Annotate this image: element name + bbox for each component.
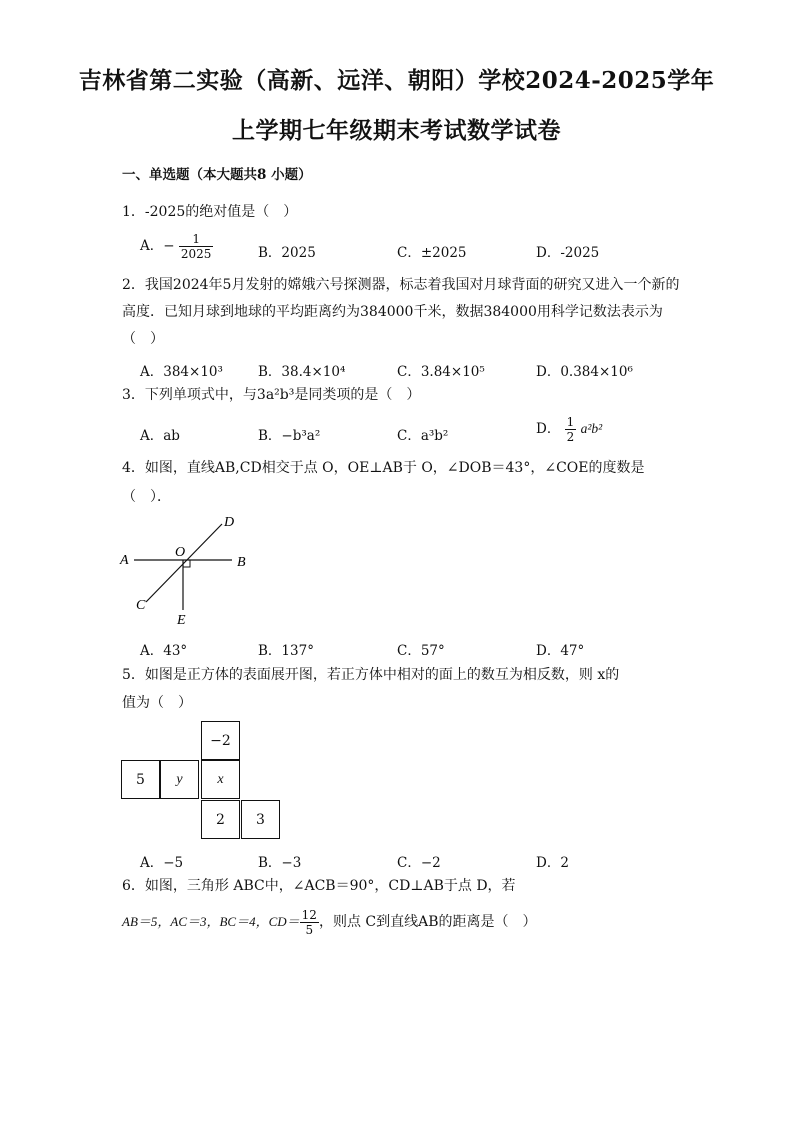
q5-option-d[interactable]: D．2 (536, 855, 569, 871)
q4-option-c[interactable]: C．57° (397, 643, 445, 659)
line-cd (146, 524, 222, 602)
label-e: E (177, 613, 186, 628)
q5-option-c[interactable]: C．−2 (397, 855, 441, 871)
q4-option-d[interactable]: D．47° (536, 643, 585, 659)
q6-given-values: AB＝5，AC＝3，BC＝4，CD＝ (122, 914, 300, 929)
q1-option-d[interactable]: D．-2025 (536, 245, 600, 261)
q2-option-d[interactable]: D．0.384×10⁶ (536, 364, 633, 380)
q6-fraction-numerator: 12 (301, 907, 317, 922)
label-o: O (175, 545, 186, 560)
q3-fraction-denominator: 2 (566, 430, 575, 444)
question-5-stem-line-1: 5．如图是正方体的表面展开图，若正方体中相对的面上的数互为相反数，则 x的 (122, 667, 620, 683)
question-6-stem-line-1: 6．如图，三角形 ABC中，∠ACB＝90°，CD⊥AB于点 D，若 (122, 878, 516, 894)
q1-option-a-label: A．− (140, 238, 175, 254)
q3-option-d-fraction (565, 415, 577, 444)
q4-option-a[interactable]: A．43° (140, 643, 188, 659)
q1-option-a[interactable] (140, 232, 213, 261)
q1-option-a-fraction (179, 232, 214, 261)
q1-option-b[interactable]: B．2025 (258, 245, 316, 261)
label-c: C (136, 598, 146, 613)
section-heading: 一、单选题（本大题共8 小题） (122, 167, 312, 183)
q6-cd-fraction (300, 908, 319, 937)
q5-option-a[interactable]: A．−5 (140, 855, 184, 871)
label-b: B (237, 555, 246, 570)
question-1-stem: 1．-2025的绝对值是（ ） (122, 204, 298, 220)
title-line-2: 上学期七年级期末考试数学试卷 (232, 117, 561, 144)
q3-fraction-numerator: 1 (566, 415, 575, 429)
q3-option-a[interactable]: A．ab (140, 428, 180, 444)
net-cell-y: y (160, 760, 199, 799)
question-4-stem-line-1: 4．如图，直线AB,CD相交于点 O，OE⊥AB于 O，∠DOB＝43°，∠COE的度数是 (122, 460, 645, 476)
q3-option-d-label: D． (536, 421, 561, 437)
label-d: D (224, 515, 235, 530)
net-cell-bottom-2: 3 (241, 800, 280, 839)
q2-option-c[interactable]: C．3.84×10⁵ (397, 364, 485, 380)
question-4-stem-line-2: （ ）． (122, 489, 171, 505)
q6-question-tail: ，则点 C到直线AB的距离是（ ） (318, 914, 537, 930)
q6-fraction-denominator: 5 (305, 922, 314, 937)
q2-option-b[interactable]: B．38.4×10⁴ (258, 364, 346, 380)
q4-option-b[interactable]: B．137° (258, 643, 314, 659)
question-6-stem-line-2 (122, 904, 537, 940)
net-cell-x: x (201, 760, 240, 799)
q4-figure (110, 510, 270, 630)
q3-option-b[interactable]: B．−b³a² (258, 428, 321, 444)
q1-fraction-numerator: 1 (179, 232, 214, 247)
question-3-stem: 3．下列单项式中，与3a²b³是同类项的是（ ） (122, 387, 421, 403)
title-line-1: 吉林省第二实验（高新、远洋、朝阳）学校2024-2025学年 (78, 67, 715, 94)
q1-fraction-denominator: 2025 (180, 247, 212, 261)
q1-option-c[interactable]: C．±2025 (397, 245, 467, 261)
question-5-stem-line-2: 值为（ ） (122, 695, 192, 711)
q5-option-b[interactable]: B．−3 (258, 855, 302, 871)
net-cell-bottom-1: 2 (201, 800, 240, 839)
q3-option-d[interactable] (536, 415, 602, 444)
question-2-stem: 2．我国2024年5月发射的嫦娥六号探测器，标志着我国对月球背面的研究又进入一个新的高度．已知月球到地球的平均距离约为384000千米，数据384000用科学记数法表示为（ ） (122, 277, 680, 347)
q3-option-d-tail: a²b² (580, 421, 603, 436)
label-a: A (120, 553, 129, 568)
q2-option-a[interactable]: A．384×10³ (140, 364, 223, 380)
net-cell-top: −2 (201, 721, 240, 760)
net-cell-left: 5 (121, 760, 160, 799)
q3-option-c[interactable]: C．a³b² (397, 428, 449, 444)
